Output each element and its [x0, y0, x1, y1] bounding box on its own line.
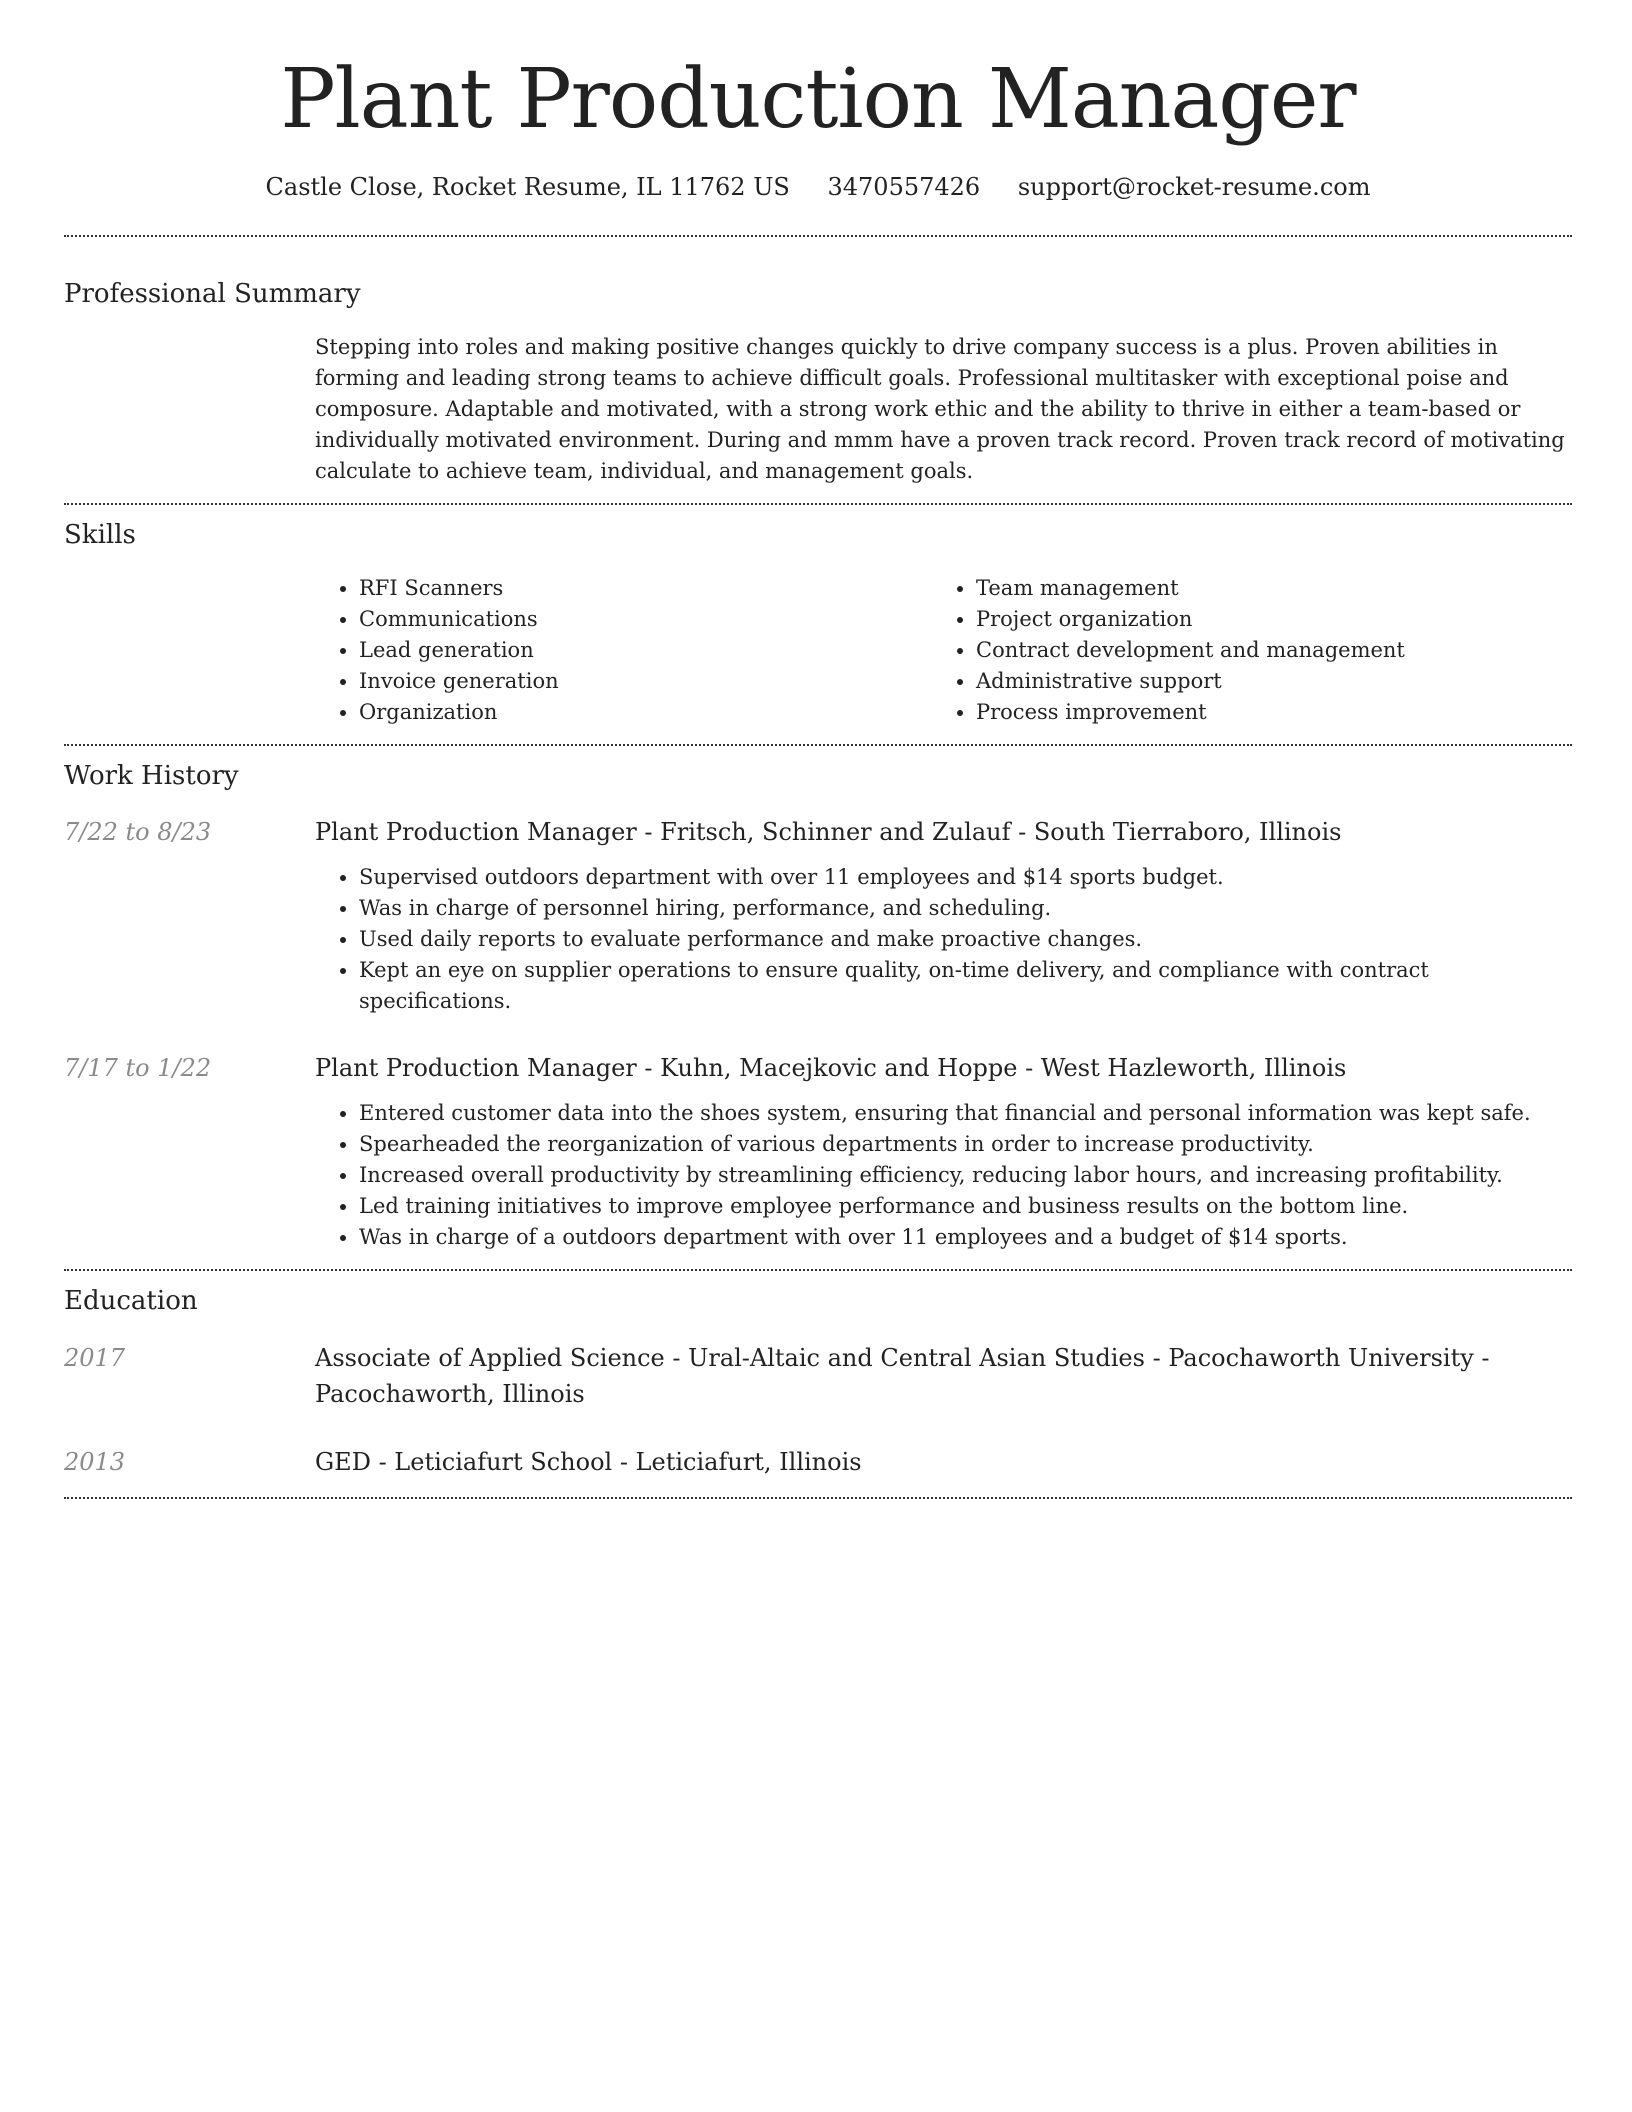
contact-address: Castle Close, Rocket Resume, IL 11762 US — [265, 173, 790, 201]
education-title: GED - Leticiafurt School - Leticiafurt, Illinois — [315, 1448, 862, 1476]
job-dates: 7/17 to 1/22 — [64, 1054, 212, 1082]
contact-line — [64, 170, 1572, 204]
resume-page — [64, 0, 1572, 1499]
job-dates: 7/22 to 8/23 — [64, 818, 212, 846]
skill-item: • Administrative support — [976, 666, 1405, 697]
education-title: Associate of Applied Science - Ural-Altaic and Central Asian Studies - Pacochaworth University - Pacochaworth, Illinois — [315, 1344, 1490, 1408]
job-bullet: • Increased overall productivity by streamlining efficiency, reducing labor hours, and increasing profitability. — [359, 1160, 1572, 1191]
summary-text: Stepping into roles and making positive changes quickly to drive company success is a plus. Proven abilities in forming and leading strong teams to achieve difficult goals. Professional multitasker with exceptional poise and composure. Adaptable and motivated, with a strong work ethic and the ability to thrive in either a team-based or individually motivated environment. During and mmm have a proven track record. Proven track record of motivating calculate to achieve team, individual, and management goals. — [315, 335, 1565, 483]
education-details — [315, 1444, 1572, 1480]
section-title-skills: Skills — [64, 520, 136, 550]
skill-item: • Organization — [359, 697, 932, 728]
job-bullets — [315, 862, 1572, 1017]
skills-column-2 — [932, 573, 1405, 728]
job-title: Plant Production Manager - Fritsch, Schinner and Zulauf - South Tierraboro, Illinois — [315, 818, 1342, 846]
skill-item: • Process improvement — [976, 697, 1405, 728]
education-entry — [64, 1444, 1572, 1480]
contact-phone: 3470557426 — [827, 173, 981, 201]
job-bullet: • Kept an eye on supplier operations to ensure quality, on-time delivery, and compliance with contract specifications. — [359, 955, 1572, 1017]
job-entry — [64, 1050, 1572, 1253]
education-year: 2017 — [64, 1344, 126, 1372]
skill-item: • Team management — [976, 573, 1405, 604]
divider — [64, 744, 1572, 746]
skill-item: • Lead generation — [359, 635, 932, 666]
job-bullet: • Entered customer data into the shoes system, ensuring that financial and personal information was kept safe. — [359, 1098, 1572, 1129]
skill-item: • Project organization — [976, 604, 1405, 635]
resume-name: Plant Production Manager — [280, 52, 1356, 147]
section-title-work: Work History — [64, 761, 239, 791]
job-bullet: • Spearheaded the reorganization of various departments in order to increase productivity. — [359, 1129, 1572, 1160]
job-entry — [64, 814, 1572, 1017]
job-bullet: • Used daily reports to evaluate performance and make proactive changes. — [359, 924, 1572, 955]
job-bullets — [315, 1098, 1572, 1253]
contact-email: support@rocket-resume.com — [1017, 173, 1371, 201]
education-entry — [64, 1340, 1572, 1412]
divider — [64, 235, 1572, 237]
skill-item: • Communications — [359, 604, 932, 635]
job-bullet: • Led training initiatives to improve employee performance and business results on the bottom line. — [359, 1191, 1572, 1222]
job-bullet: • Was in charge of a outdoors department with over 11 employees and a budget of $14 sports. — [359, 1222, 1572, 1253]
job-title: Plant Production Manager - Kuhn, Macejkovic and Hoppe - West Hazleworth, Illinois — [315, 1054, 1347, 1082]
education-year: 2013 — [64, 1448, 126, 1476]
job-details — [315, 1050, 1572, 1253]
skill-item: • Invoice generation — [359, 666, 932, 697]
skills-list — [315, 573, 1572, 728]
skills-column-1 — [315, 573, 932, 728]
divider — [64, 1269, 1572, 1271]
education-details — [315, 1340, 1572, 1412]
section-title-education: Education — [64, 1286, 198, 1316]
section-title-summary: Professional Summary — [64, 279, 361, 309]
divider — [64, 1497, 1572, 1499]
job-details — [315, 814, 1572, 1017]
divider — [64, 503, 1572, 505]
skill-item: • RFI Scanners — [359, 573, 932, 604]
skill-item: • Contract development and management — [976, 635, 1405, 666]
job-bullet: • Was in charge of personnel hiring, performance, and scheduling. — [359, 893, 1572, 924]
job-bullet: • Supervised outdoors department with over 11 employees and $14 sports budget. — [359, 862, 1572, 893]
